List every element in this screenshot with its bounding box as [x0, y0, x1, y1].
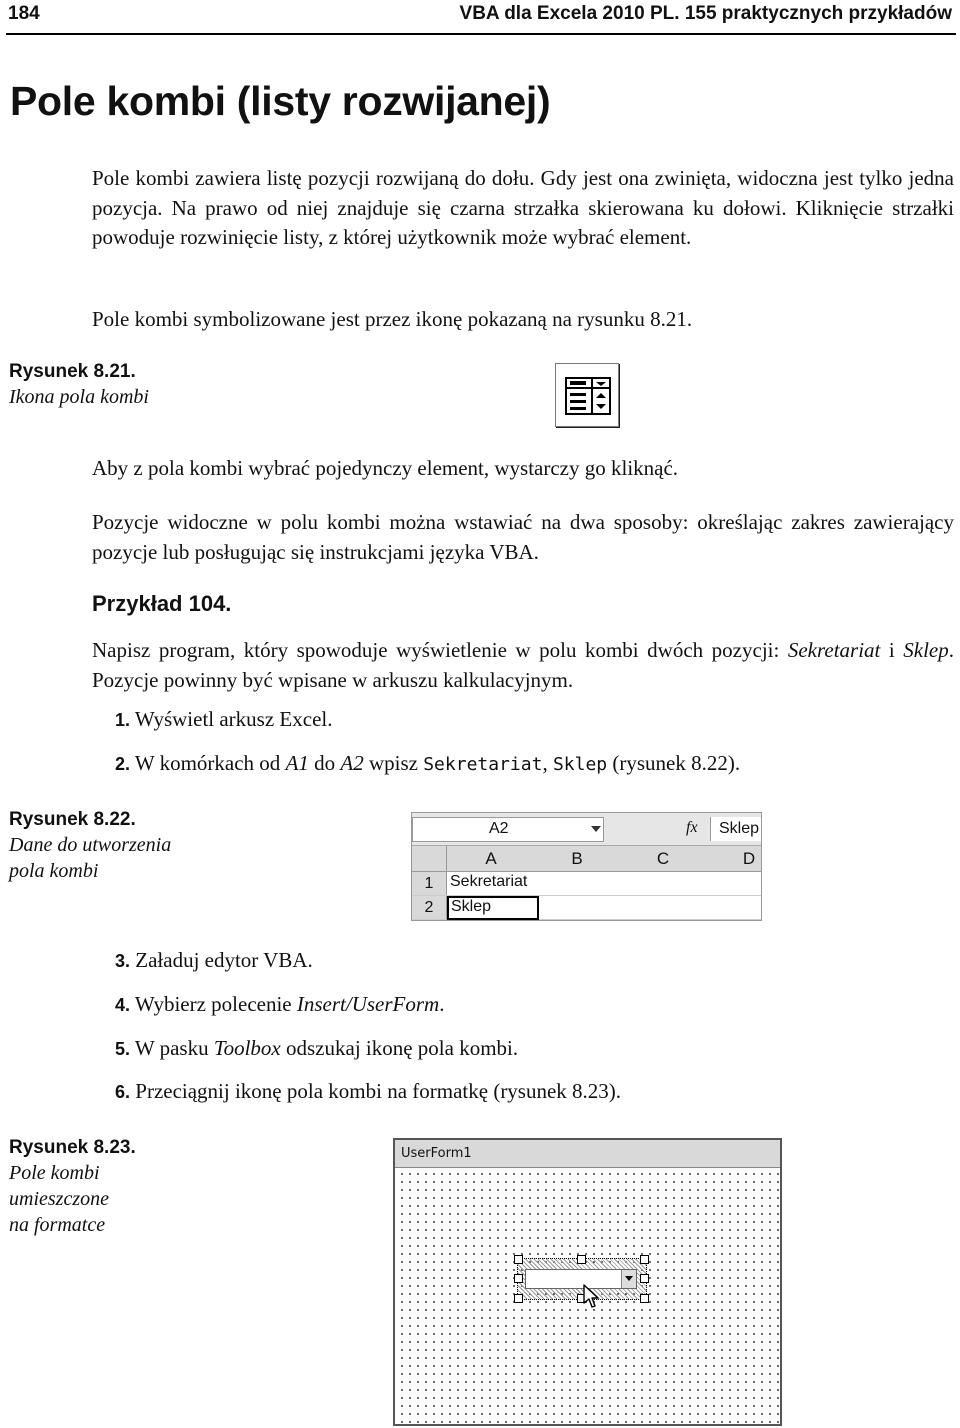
step-5: 5. W pasku Toolbox odszukaj ikonę pola kombi. [115, 1036, 519, 1060]
combobox-dropdown-button[interactable] [621, 1270, 636, 1288]
resize-handle[interactable] [640, 1274, 649, 1283]
cell-a1[interactable]: Sekretariat [450, 873, 528, 890]
table-row [412, 896, 761, 920]
name-box[interactable]: A2 [412, 817, 604, 842]
row-header[interactable]: 1 [412, 872, 447, 895]
figure-caption-8-23 [9, 1136, 136, 1238]
page-number: 184 [8, 3, 40, 24]
active-cell-a2[interactable]: Sklep [447, 896, 539, 920]
formula-input[interactable]: Sklep [710, 817, 762, 841]
resize-handle[interactable] [514, 1274, 523, 1283]
step-6: 6. Przeciągnij ikonę pola kombi na formatkę (rysunek 8.23). [115, 1079, 622, 1103]
figure-caption-8-21 [9, 360, 149, 410]
column-header[interactable]: D [742, 849, 756, 868]
column-header[interactable]: B [571, 849, 583, 868]
userform-title: UserForm1 [401, 1146, 472, 1161]
combobox-input[interactable] [525, 1269, 637, 1289]
column-headers [412, 846, 761, 872]
paragraph-select: Aby z pola kombi wybrać pojedynczy element, wystarczy go kliknąć. [92, 456, 679, 480]
resize-handle[interactable] [577, 1255, 586, 1264]
column-header[interactable]: C [656, 849, 670, 868]
table-row [412, 872, 761, 896]
step-2: 2. W komórkach od A1 do A2 wpisz Sekretariat, Sklep (rysunek 8.22). [115, 751, 741, 775]
figure-number: Rysunek 8.21. [9, 361, 136, 382]
resize-handle[interactable] [514, 1294, 523, 1303]
userform-title-bar[interactable] [395, 1140, 780, 1168]
formula-bar [412, 813, 761, 846]
section-title: Pole kombi (listy rozwijanej) [10, 78, 551, 124]
paragraph-icon-ref: Pole kombi symbolizowane jest przez ikonę pokazaną na rysunku 8.21. [92, 307, 693, 331]
fx-icon: fx [686, 819, 698, 836]
figure-caption-text: Dane do utworzenia pola kombi [9, 834, 172, 882]
select-all-corner[interactable] [412, 846, 447, 871]
resize-handle[interactable] [640, 1294, 649, 1303]
paragraph-task: Napisz program, który spowoduje wyświetlenie w polu kombi dwóch pozycji: Sekretariat i Sklep. Pozycje powinny być wpisane w arkuszu kalkulacyjnym. [92, 638, 954, 692]
chevron-down-icon [591, 826, 601, 833]
mouse-pointer-icon [583, 1284, 601, 1310]
book-title: VBA dla Excela 2010 PL. 155 praktycznych przykładów [459, 3, 952, 24]
figure-caption-text: Pole kombi umieszczone na formatce [9, 1162, 109, 1236]
step-4: 4. Wybierz polecenie Insert/UserForm. [115, 992, 445, 1016]
resize-handle[interactable] [514, 1255, 523, 1264]
figure-caption-text: Ikona pola kombi [9, 386, 149, 408]
page-header [6, 0, 956, 35]
excel-sheet-figure [411, 812, 762, 921]
step-3: 3. Załaduj edytor VBA. [115, 948, 313, 972]
figure-number: Rysunek 8.22. [9, 809, 136, 830]
figure-number: Rysunek 8.23. [9, 1137, 136, 1158]
row-header[interactable]: 2 [412, 896, 447, 919]
paragraph-methods: Pozycje widoczne w polu kombi można wstawiać na dwa sposoby: określając zakres zawierający pozycje lub posługując się instrukcjami języka VBA. [92, 510, 954, 564]
userform-designer [393, 1138, 782, 1426]
paragraph-intro: Pole kombi zawiera listę pozycji rozwijaną do dołu. Gdy jest ona zwinięta, widoczna jest tylko jedna pozycja. Na prawo od niej znajduje się czarna strzałka skierowana ku dołowi. Kliknięcie strzałki powoduje rozwinięcie listy, z której użytkownik może wybrać element. [92, 166, 954, 249]
column-header[interactable]: A [485, 849, 497, 868]
example-title: Przykład 104. [92, 591, 232, 616]
combobox-icon [555, 363, 619, 427]
resize-handle[interactable] [640, 1255, 649, 1264]
chevron-down-icon [625, 1276, 633, 1282]
figure-caption-8-22 [9, 808, 171, 884]
step-1: 1. Wyświetl arkusz Excel. [115, 707, 333, 731]
